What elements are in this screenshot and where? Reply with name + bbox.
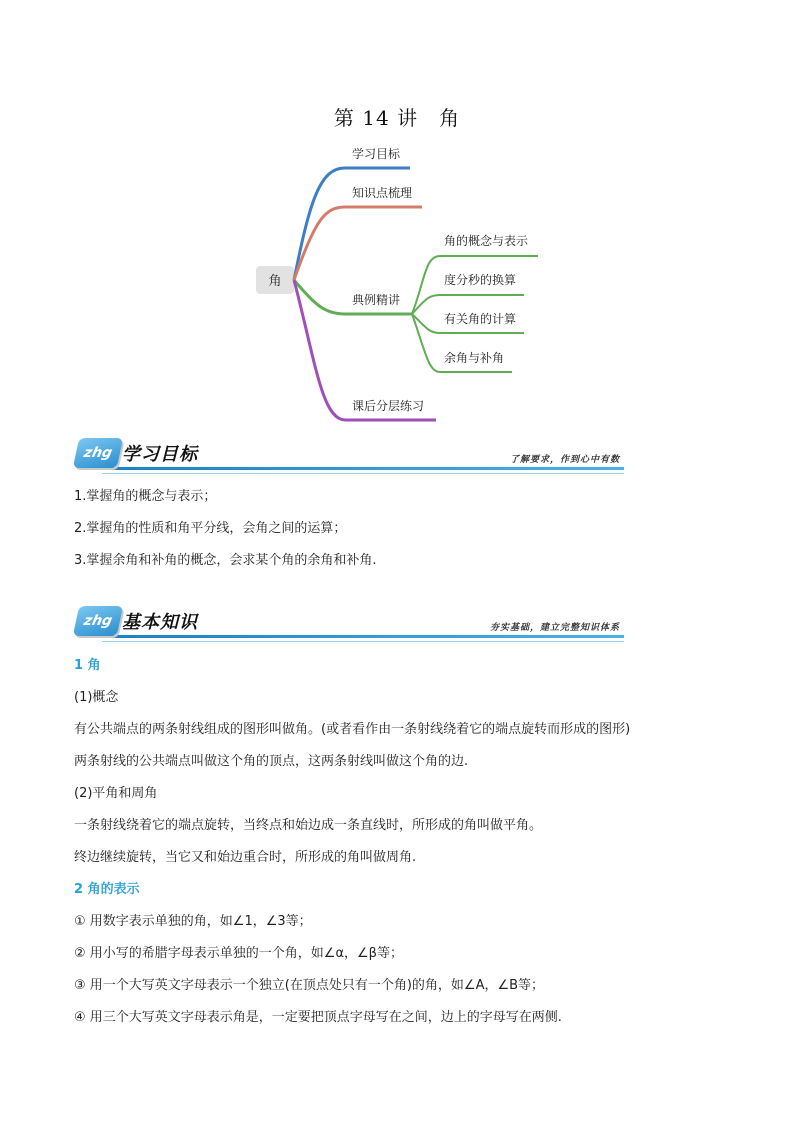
objective-item-2: 2.掌握角的性质和角平分线，会角之间的运算； — [74, 521, 347, 536]
section-motto: 夯实基础，建立完整知识体系 — [489, 623, 620, 633]
definition-line-1: 有公共端点的两条射线组成的图形叫做角。(或者看作由一条射线绕着它的端点旋转而形成的图形) — [74, 722, 631, 737]
section-heading: 基本知识 — [122, 612, 198, 633]
section-motto: 了解要求，作到心中有数 — [509, 455, 620, 465]
mind-map-root: 角 — [268, 274, 282, 289]
sub-branch-label-1: 角的概念与表示 — [444, 234, 529, 248]
section-banner-objectives — [72, 438, 624, 474]
sub-branch-label-3: 有关角的计算 — [444, 312, 517, 326]
zhg-logo-text: zhg — [82, 613, 114, 629]
sub-branch-label-4: 余角与补角 — [444, 351, 505, 365]
banner-bar — [102, 635, 624, 638]
sub-branch-label-2: 度分秒的换算 — [444, 273, 517, 287]
objective-item-1: 1.掌握角的概念与表示； — [74, 489, 217, 504]
banner-underline — [102, 641, 624, 642]
banner-bar — [102, 467, 624, 470]
mind-map — [0, 0, 794, 430]
notation-rule-2: ② 用小写的希腊字母表示单独的一个角，如∠α，∠β等； — [74, 946, 403, 961]
banner-underline — [102, 473, 624, 474]
subheading-straight-round-angle: (2)平角和周角 — [74, 786, 158, 801]
branch-label-1: 学习目标 — [352, 147, 401, 161]
definition-line-2: 两条射线的公共端点叫做这个角的顶点，这两条射线叫做这个角的边. — [74, 754, 469, 769]
definition-line-3: 一条射线绕着它的端点旋转，当终点和始边成一条直线时，所形成的角叫做平角。 — [74, 818, 543, 833]
branch-label-2: 知识点梳理 — [352, 186, 413, 200]
definition-line-4: 终边继续旋转，当它又和始边重合时，所形成的角叫做周角. — [74, 850, 417, 865]
notation-rule-3: ③ 用一个大写英文字母表示一个独立(在顶点处只有一个角)的角，如∠A，∠B等； — [74, 978, 545, 993]
page-title: 第 14 讲 角 — [333, 106, 461, 130]
branch-label-3: 典例精讲 — [352, 293, 401, 307]
zhg-logo — [73, 606, 123, 636]
subheading-angle: 1 角 — [74, 658, 101, 673]
branch-line-2 — [294, 207, 422, 280]
objective-item-3: 3.掌握余角和补角的概念，会求某个角的余角和补角. — [74, 553, 377, 568]
branch-label-4: 课后分层练习 — [352, 399, 425, 413]
section-banner-basics — [72, 606, 624, 642]
zhg-logo — [73, 438, 123, 468]
notation-rule-4: ④ 用三个大写英文字母表示角是，一定要把顶点字母写在之间，边上的字母写在两侧. — [74, 1010, 562, 1025]
subheading-angle-notation: 2 角的表示 — [74, 882, 140, 897]
zhg-logo-text: zhg — [82, 445, 114, 461]
notation-rule-1: ① 用数字表示单独的角，如∠1，∠3等； — [74, 914, 312, 929]
subheading-concept: (1)概念 — [74, 690, 119, 705]
section-heading: 学习目标 — [122, 444, 198, 465]
branch-line-1 — [294, 168, 413, 280]
